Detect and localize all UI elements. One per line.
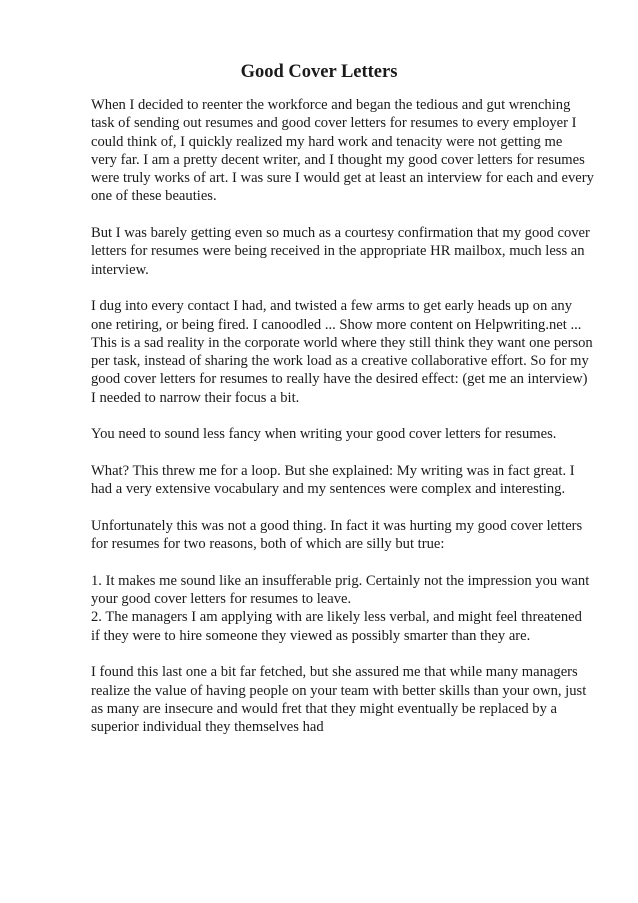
paragraph-line: one of these beauties.: [91, 188, 217, 205]
paragraph-line: were truly works of art. I was sure I would get at least an interview for each and every: [91, 170, 594, 187]
document-body: [91, 96, 594, 755]
paragraph-line: for resumes for two reasons, both of which are silly but true:: [91, 536, 445, 553]
paragraph-line: task of sending out resumes and good cover letters for resumes to every employer I: [91, 115, 577, 132]
paragraph-2: [91, 224, 591, 279]
paragraph-1: [91, 96, 594, 206]
paragraph-line: had a very extensive vocabulary and my sentences were complex and interesting.: [91, 481, 566, 498]
paragraph-3: [91, 297, 591, 407]
document-title: Good Cover Letters: [240, 62, 398, 82]
paragraph-line: your good cover letters for resumes to leave.: [91, 591, 352, 608]
paragraph-line: superior individual they themselves had: [91, 719, 324, 736]
paragraph-line: What? This threw me for a loop. But she explained: My writing was in fact great. I: [91, 462, 575, 479]
paragraph-line: This is a sad reality in the corporate world where they still think they want one person: [91, 334, 593, 351]
paragraph-line: as many are insecure and would fret that they might eventually be replaced by a: [91, 700, 558, 717]
paragraph-6: [91, 517, 591, 554]
paragraph-line: Unfortunately this was not a good thing. In fact it was hurting my good cover letters: [91, 517, 583, 534]
paragraph-line: 1. It makes me sound like an insufferable prig. Certainly not the impression you want: [91, 572, 590, 589]
paragraph-4: [91, 425, 591, 443]
paragraph-line: When I decided to reenter the workforce and began the tedious and gut wrenching: [91, 97, 571, 113]
paragraph-line: good cover letters for resumes to really have the desired effect: (get me an interview): [91, 371, 588, 388]
paragraph-7: [91, 572, 591, 645]
paragraph-line: if they were to hire someone they viewed as possibly smarter than they are.: [91, 627, 531, 644]
paragraph-line: letters for resumes were being received in the appropriate HR mailbox, much less an: [91, 243, 585, 260]
paragraph-line: interview.: [91, 261, 149, 278]
paragraph-line: I needed to narrow their focus a bit.: [91, 389, 300, 406]
paragraph-line: I dug into every contact I had, and twisted a few arms to get early heads up on any: [91, 298, 573, 315]
paragraph-line: I found this last one a bit far fetched, but she assured me that while many managers: [91, 664, 578, 681]
paragraph-8: [91, 663, 591, 736]
paragraph-line: realize the value of having people on your team with better skills than your own, just: [91, 682, 587, 699]
paragraph-line: very far. I am a pretty decent writer, and I thought my good cover letters for resumes: [91, 151, 585, 168]
paragraph-line: could think of, I quickly realized my hard work and tenacity were not getting me: [91, 133, 563, 150]
paragraph-5: [91, 462, 591, 499]
paragraph-line: But I was barely getting even so much as a courtesy confirmation that my good cover: [91, 225, 590, 242]
paragraph-line: one retiring, or being fired. I canoodled ... Show more content on Helpwriting.net ...: [91, 316, 582, 333]
paragraph-line: per task, instead of sharing the work load as a creative collaborative effort. So for my: [91, 353, 589, 370]
paragraph-line: You need to sound less fancy when writing your good cover letters for resumes.: [91, 426, 557, 443]
paragraph-line: 2. The managers I am applying with are likely less verbal, and might feel threatened: [91, 609, 582, 626]
